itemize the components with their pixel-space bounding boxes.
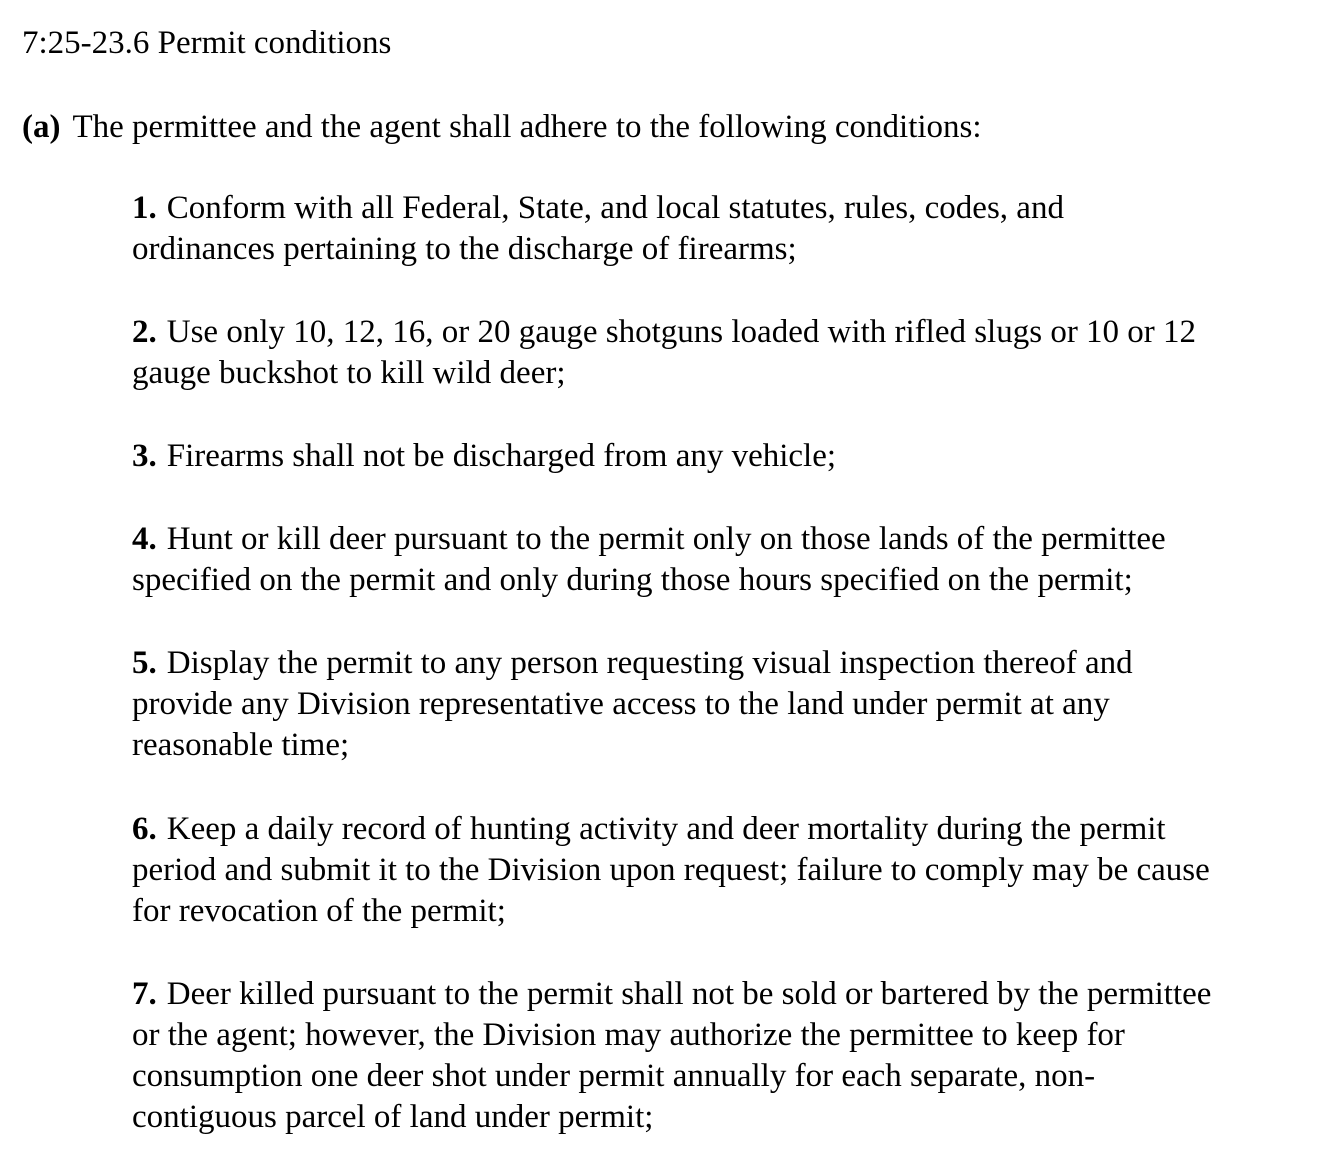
condition-number: 2. [132, 314, 157, 350]
condition-number: 7. [132, 976, 157, 1012]
condition-item-7 [132, 974, 1332, 1138]
subsection-a [22, 106, 982, 148]
condition-number: 5. [132, 645, 157, 681]
condition-line: ordinances pertaining to the discharge of firearms; [132, 231, 797, 267]
condition-line: provide any Division representative access to the land under permit at any [132, 686, 1110, 722]
subsection-marker: (a) [22, 109, 61, 145]
condition-line: 1. Conform with all Federal, State, and local statutes, rules, codes, and [132, 190, 1064, 226]
condition-item-3 [132, 436, 1332, 477]
section-heading: 7:25-23.6 Permit conditions [22, 25, 392, 61]
condition-number: 1. [132, 190, 157, 226]
condition-item-5 [132, 643, 1332, 766]
condition-line: specified on the permit and only during those hours specified on the permit; [132, 562, 1133, 598]
condition-line: 3. Firearms shall not be discharged from any vehicle; [132, 438, 837, 474]
condition-line: 2. Use only 10, 12, 16, or 20 gauge shotguns loaded with rifled slugs or 10 or 12 [132, 314, 1197, 350]
condition-item-6 [132, 809, 1332, 932]
condition-number: 6. [132, 811, 157, 847]
condition-line: consumption one deer shot under permit annually for each separate, non- [132, 1058, 1096, 1094]
condition-line: 5. Display the permit to any person requesting visual inspection thereof and [132, 645, 1133, 681]
condition-item-4 [132, 519, 1332, 601]
subsection-text: The permittee and the agent shall adhere to the following conditions: [72, 109, 982, 145]
condition-line: gauge buckshot to kill wild deer; [132, 355, 566, 391]
condition-number: 3. [132, 438, 157, 474]
condition-line: period and submit it to the Division upon request; failure to comply may be cause [132, 852, 1210, 888]
condition-line: or the agent; however, the Division may authorize the permittee to keep for [132, 1017, 1125, 1053]
condition-line: for revocation of the permit; [132, 893, 506, 929]
condition-line: reasonable time; [132, 727, 350, 763]
condition-item-2 [132, 312, 1332, 394]
condition-line: 7. Deer killed pursuant to the permit shall not be sold or bartered by the permittee [132, 976, 1212, 1012]
condition-line: 4. Hunt or kill deer pursuant to the permit only on those lands of the permittee [132, 521, 1166, 557]
condition-line: contiguous parcel of land under permit; [132, 1099, 654, 1135]
condition-number: 4. [132, 521, 157, 557]
condition-item-1 [132, 188, 1332, 270]
condition-line: 6. Keep a daily record of hunting activity and deer mortality during the permit [132, 811, 1166, 847]
